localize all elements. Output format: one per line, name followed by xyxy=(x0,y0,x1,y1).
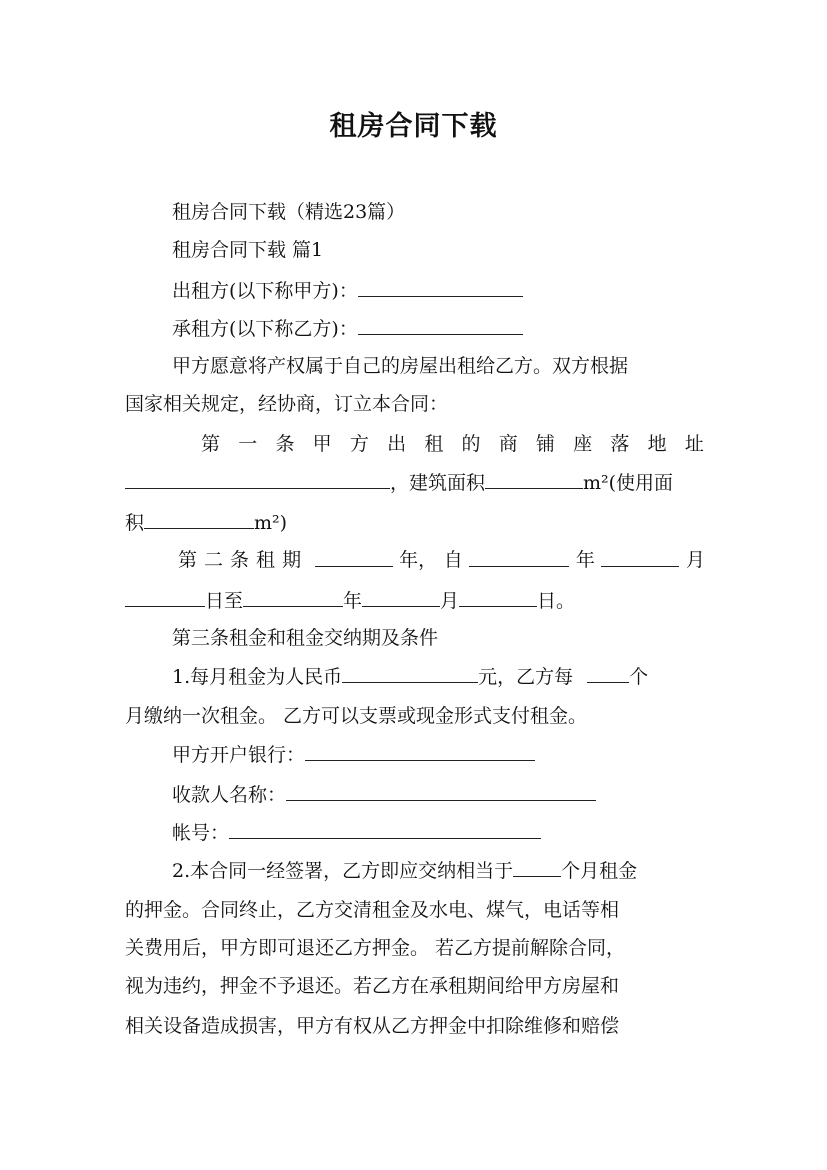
rent-unit-label: 个 xyxy=(629,666,649,688)
deposit-unit-label: 个月租金 xyxy=(561,860,638,882)
usable-area-label: 积 xyxy=(125,512,145,534)
to-label: 日至 xyxy=(205,590,244,612)
rent-line-2: 月缴纳一次租金。 乙方可以支票或现金形式支付租金。 xyxy=(125,705,588,727)
article2-char: 二 xyxy=(204,549,231,571)
end-year-label: 年 xyxy=(343,590,363,612)
deposit-months-blank xyxy=(513,858,561,877)
start-year-blank xyxy=(469,548,569,567)
month-label: 月 xyxy=(685,549,705,571)
lessee-blank xyxy=(358,316,523,335)
article1-line-3 xyxy=(125,510,705,535)
lessor-line xyxy=(125,278,752,303)
article2-char: 期 xyxy=(282,549,309,571)
rent-every-label: 元，乙方每 xyxy=(478,666,574,688)
article1-char: 的 xyxy=(461,433,481,455)
article1-char: 商 xyxy=(498,433,518,455)
deposit-label: 2.本合同一经签署，乙方即应交纳相当于 xyxy=(172,860,514,882)
end-day-label: 日。 xyxy=(537,590,576,612)
account-label: 帐号： xyxy=(172,822,230,844)
article1-char: 方 xyxy=(349,433,369,455)
article1-char: 条 xyxy=(275,433,295,455)
start-day-blank xyxy=(125,588,205,607)
article1-char: 址 xyxy=(684,433,704,455)
payee-label: 收款人名称： xyxy=(172,784,287,806)
year-label: 年 xyxy=(575,549,595,571)
deposit-line-2: 的押金。合同终止，乙方交清租金及水电、煤气，电话等相 xyxy=(125,899,620,921)
document-title: 租房合同下载 xyxy=(329,111,498,142)
article2-char: 租 xyxy=(256,549,283,571)
article1-char: 地 xyxy=(647,433,667,455)
article3-heading: 第三条租金和租金交纳期及条件 xyxy=(172,627,439,649)
deposit-line-1 xyxy=(125,858,752,883)
article1-char: 落 xyxy=(610,433,630,455)
payee-line xyxy=(125,782,752,807)
article1-char: 出 xyxy=(387,433,407,455)
payee-blank xyxy=(286,782,596,801)
article1-line-1 xyxy=(201,432,704,456)
article1-char: 租 xyxy=(424,433,444,455)
article1-char: 铺 xyxy=(535,433,555,455)
area-blank xyxy=(485,470,583,489)
address-blank xyxy=(125,470,390,489)
lessee-label: 承租方(以下称乙方)： xyxy=(172,318,358,340)
lessor-label: 出租方(以下称甲方)： xyxy=(172,280,358,302)
article1-char: 甲 xyxy=(312,433,332,455)
section-heading: 租房合同下载 篇1 xyxy=(172,239,324,261)
article2-char: 第 xyxy=(178,549,205,571)
article1-line-2 xyxy=(125,470,705,495)
article1-char: 一 xyxy=(238,433,258,455)
bank-label: 甲方开户银行： xyxy=(172,744,306,766)
rent-line-1 xyxy=(125,664,752,689)
article1-char: 第 xyxy=(201,433,221,455)
end-month-label: 月 xyxy=(440,590,460,612)
term-years-blank xyxy=(315,548,393,567)
article1-char: 座 xyxy=(573,433,593,455)
article2-label xyxy=(178,548,308,572)
end-day-blank xyxy=(459,588,537,607)
years-label: 年， xyxy=(399,549,438,571)
lessor-blank xyxy=(358,278,523,297)
deposit-line-3: 关费用后，甲方即可退还乙方押金。 若乙方提前解除合同， xyxy=(125,937,626,959)
intro-line-1: 甲方愿意将产权属于自己的房屋出租给乙方。双方根据 xyxy=(172,355,629,377)
intro-line-2: 国家相关规定，经协商，订立本合同： xyxy=(125,393,449,415)
account-blank xyxy=(229,820,541,839)
area-label: ，建筑面积 xyxy=(390,472,486,494)
subtitle: 租房合同下载（精选23篇） xyxy=(172,201,406,223)
start-month-blank xyxy=(601,548,679,567)
bank-blank xyxy=(305,742,535,761)
from-label: 自 xyxy=(443,549,463,571)
deposit-line-4: 视为违约，押金不予退还。若乙方在承租期间给甲方房屋和 xyxy=(125,975,620,997)
end-year-blank xyxy=(243,588,343,607)
usable-area-unit: m²) xyxy=(254,512,288,534)
end-month-blank xyxy=(362,588,440,607)
lessee-line xyxy=(125,316,752,341)
article2-line-2 xyxy=(125,588,705,613)
rent-label: 1.每月租金为人民币 xyxy=(172,666,343,688)
deposit-line-5: 相关设备造成损害，甲方有权从乙方押金中扣除维修和赔偿 xyxy=(125,1015,620,1037)
usable-area-blank xyxy=(144,510,254,529)
rent-months-blank xyxy=(587,664,629,683)
article2-char: 条 xyxy=(230,549,257,571)
area-unit: m²(使用面 xyxy=(583,472,674,494)
account-line xyxy=(125,820,752,845)
rent-amount-blank xyxy=(342,664,478,683)
article2-line-1 xyxy=(178,548,705,572)
bank-line xyxy=(125,742,752,767)
